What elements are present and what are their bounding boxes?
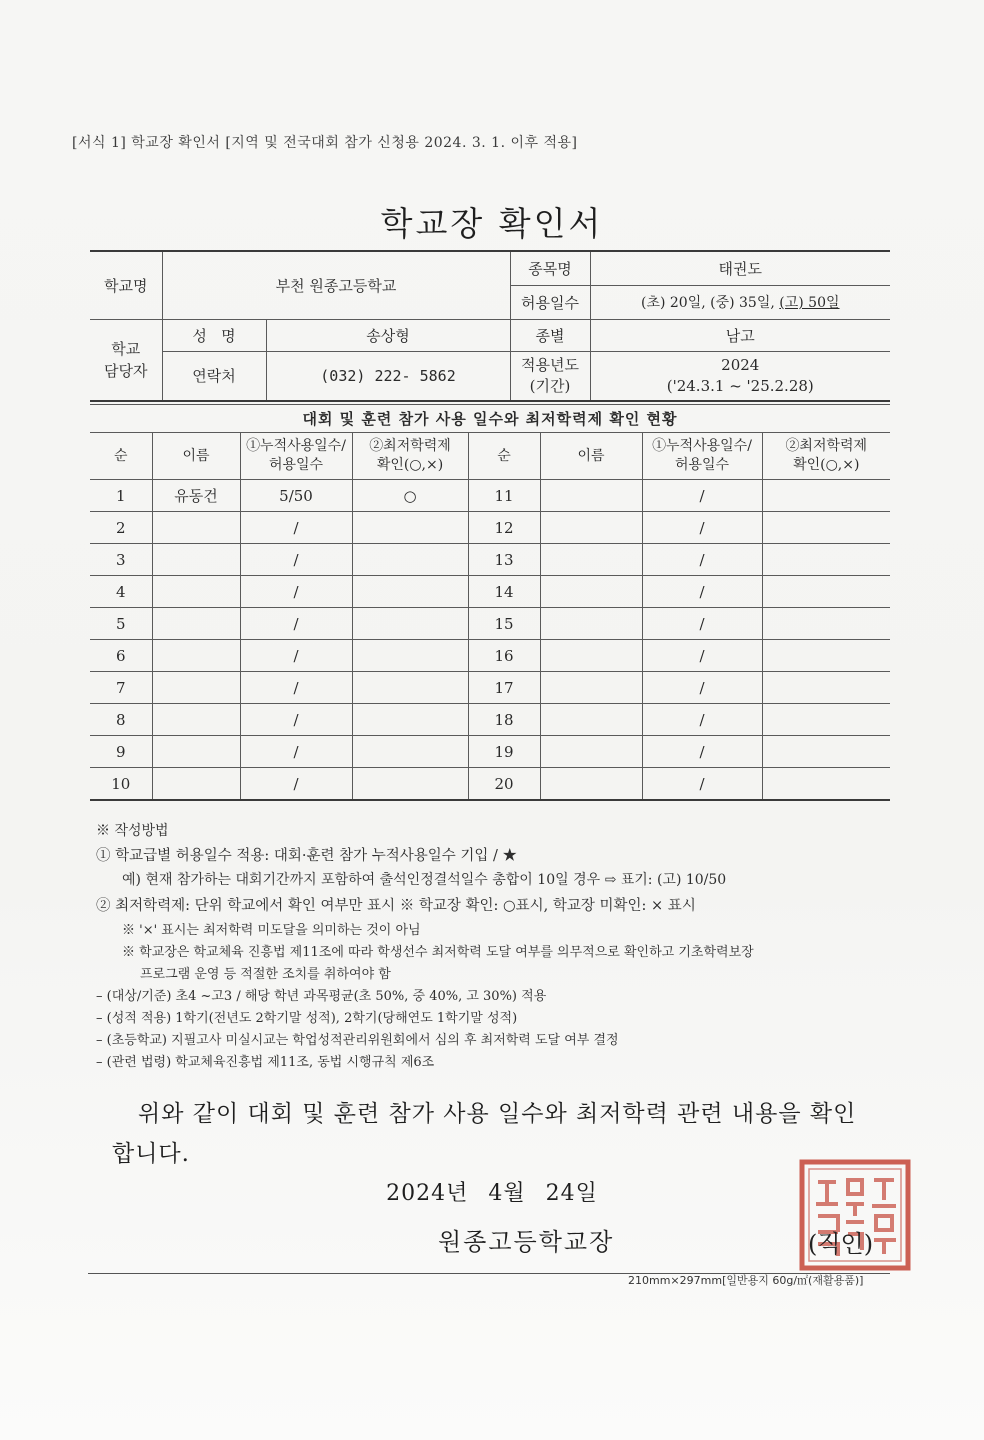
sport-label: 종목명 xyxy=(510,251,590,285)
allowed-days-value xyxy=(590,285,890,319)
row-name-2 xyxy=(540,704,642,736)
row-num-2: 11 xyxy=(468,480,540,512)
row-check xyxy=(352,512,468,544)
school-value: 부천 원종고등학교 xyxy=(162,251,510,319)
header-days-line2: 허용일수 xyxy=(268,457,324,473)
row-num: 10 xyxy=(90,768,152,801)
row-check xyxy=(352,544,468,576)
year-label-line1: 적용년도 xyxy=(521,355,579,374)
row-name-2 xyxy=(540,736,642,768)
row-days-2: / xyxy=(642,544,762,576)
row-check xyxy=(352,736,468,768)
note-1-example: 예) 현재 참가하는 대회기간까지 포함하여 출석인정결석일수 총합이 10일 경우 ⇨ 표기: (고) 10/50 xyxy=(122,872,727,888)
category-value: 남고 xyxy=(590,319,890,351)
row-days: / xyxy=(240,576,352,608)
sport-value: 태권도 xyxy=(590,251,890,285)
header-check-2 xyxy=(762,433,890,480)
note-1: ① 학교급별 허용일수 적용: 대회·훈련 참가 누적사용일수 기입 / ★ xyxy=(96,848,518,864)
row-days: / xyxy=(240,768,352,801)
row-name xyxy=(152,576,240,608)
row-days: / xyxy=(240,512,352,544)
header-days-2-line1: ①누적사용일수/ xyxy=(652,438,752,454)
table-row xyxy=(90,608,890,640)
table-row xyxy=(90,544,890,576)
row-name-2 xyxy=(540,608,642,640)
row-check-2 xyxy=(762,672,890,704)
header-days-2-line2: 허용일수 xyxy=(674,457,730,473)
row-name: 유동건 xyxy=(152,480,240,512)
row-check-2 xyxy=(762,480,890,512)
row-num: 5 xyxy=(90,608,152,640)
row-days-2: / xyxy=(642,768,762,801)
table-row xyxy=(90,672,890,704)
row-days-2: / xyxy=(642,576,762,608)
table-row xyxy=(90,704,890,736)
row-days: / xyxy=(240,640,352,672)
row-days-2: / xyxy=(642,640,762,672)
row-name xyxy=(152,544,240,576)
row-name xyxy=(152,704,240,736)
row-name xyxy=(152,672,240,704)
header-num-2: 순 xyxy=(468,433,540,480)
row-days: 5/50 xyxy=(240,480,352,512)
contact-value: (032) 222- 5862 xyxy=(266,351,510,401)
row-num: 6 xyxy=(90,640,152,672)
row-days: / xyxy=(240,544,352,576)
staff-label-line1: 학교 xyxy=(111,339,141,358)
header-num: 순 xyxy=(90,433,152,480)
table-row xyxy=(90,480,890,512)
row-num: 3 xyxy=(90,544,152,576)
header-name-2: 이름 xyxy=(540,433,642,480)
table-row xyxy=(90,576,890,608)
row-check-2 xyxy=(762,704,890,736)
seal-label: (직인) xyxy=(808,1230,874,1258)
header-days-2 xyxy=(642,433,762,480)
row-num-2: 17 xyxy=(468,672,540,704)
info-table xyxy=(90,250,890,402)
row-days-2: / xyxy=(642,512,762,544)
date-day: 24일 xyxy=(545,1181,598,1206)
row-check-2 xyxy=(762,768,890,801)
row-num-2: 18 xyxy=(468,704,540,736)
row-num-2: 14 xyxy=(468,576,540,608)
row-num: 9 xyxy=(90,736,152,768)
note-elementary: – (초등학교) 지필고사 미실시교는 학업성적관리위원회에서 심의 후 최저학력 도달 여부 결정 xyxy=(96,1033,619,1048)
row-name-2 xyxy=(540,544,642,576)
allowed-days-highschool: (고) 50일 xyxy=(779,295,840,311)
row-num: 8 xyxy=(90,704,152,736)
confirmation-line2: 합니다. xyxy=(112,1141,190,1167)
row-check: ○ xyxy=(352,480,468,512)
note-2: ② 최저학력제: 단위 학교에서 확인 여부만 표시 ※ 학교장 확인: ○표시, 학교장 미확인: × 표시 xyxy=(96,898,696,914)
note-grade: – (성적 적용) 1학기(전년도 2학기말 성적), 2학기(당해연도 1학기말 성적) xyxy=(96,1011,518,1026)
row-num-2: 19 xyxy=(468,736,540,768)
row-check-2 xyxy=(762,576,890,608)
row-num-2: 15 xyxy=(468,608,540,640)
notes-heading: ※ 작성방법 xyxy=(96,823,169,839)
note-2-b2: 프로그램 운영 등 적절한 조치를 취하여야 함 xyxy=(140,967,391,982)
year-value-year: 2024 xyxy=(721,355,760,374)
year-value-period: ('24.3.1 ~ '25.2.28) xyxy=(666,376,814,395)
table-row xyxy=(90,736,890,768)
row-days-2: / xyxy=(642,704,762,736)
note-target: – (대상/기준) 초4 ~고3 / 해당 학년 과목평균(초 50%, 중 40%, 고 30%) 적용 xyxy=(96,989,547,1004)
table-row xyxy=(90,512,890,544)
year-value xyxy=(590,351,890,401)
header-check-line2: 확인(○,×) xyxy=(376,457,444,473)
row-check xyxy=(352,768,468,801)
row-check-2 xyxy=(762,736,890,768)
row-name-2 xyxy=(540,480,642,512)
header-check-2-line1: ②최저학력제 xyxy=(785,438,868,454)
row-days-2: / xyxy=(642,608,762,640)
row-days: / xyxy=(240,736,352,768)
year-label-line2: (기간) xyxy=(529,376,571,395)
table-row xyxy=(90,768,890,801)
allowed-days-label: 허용일수 xyxy=(510,285,590,319)
document-title: 학교장 확인서 xyxy=(380,204,604,243)
row-num: 4 xyxy=(90,576,152,608)
form-label: [서식 1] 학교장 확인서 [지역 및 전국대회 참가 신청용 2024. 3. 1. 이후 적용] xyxy=(72,135,578,151)
staff-label xyxy=(90,319,162,401)
header-check-line1: ②최저학력제 xyxy=(369,438,451,454)
name-value: 송상형 xyxy=(266,319,510,351)
row-name xyxy=(152,608,240,640)
row-num: 2 xyxy=(90,512,152,544)
row-name-2 xyxy=(540,512,642,544)
row-days: / xyxy=(240,672,352,704)
row-check-2 xyxy=(762,544,890,576)
header-check-2-line2: 확인(○,×) xyxy=(793,457,860,473)
row-check xyxy=(352,672,468,704)
instructions xyxy=(96,820,916,1073)
row-num-2: 16 xyxy=(468,640,540,672)
staff-label-line2: 담당자 xyxy=(104,361,148,380)
row-check-2 xyxy=(762,640,890,672)
row-name-2 xyxy=(540,576,642,608)
row-name-2 xyxy=(540,672,642,704)
row-num: 1 xyxy=(90,480,152,512)
row-check-2 xyxy=(762,512,890,544)
principal-title: 원종고등학교장 xyxy=(438,1228,615,1256)
row-num-2: 12 xyxy=(468,512,540,544)
row-name xyxy=(152,640,240,672)
confirmation-statement xyxy=(112,1094,902,1174)
table-row xyxy=(90,640,890,672)
note-2-a: ※ '×' 표시는 최저학력 미도달을 의미하는 것이 아님 xyxy=(122,923,421,938)
year-label xyxy=(510,351,590,401)
note-law: – (관련 법령) 학교체육진흥법 제11조, 동법 시행규칙 제6조 xyxy=(96,1055,435,1070)
row-days-2: / xyxy=(642,480,762,512)
row-days-2: / xyxy=(642,736,762,768)
header-check xyxy=(352,433,468,480)
row-num-2: 13 xyxy=(468,544,540,576)
category-label: 종별 xyxy=(510,319,590,351)
row-name xyxy=(152,512,240,544)
name-label: 성 명 xyxy=(162,319,266,351)
header-name: 이름 xyxy=(152,433,240,480)
row-num-2: 20 xyxy=(468,768,540,801)
paper-spec: 210mm×297mm[일반용지 60g/㎡(재활용품)] xyxy=(628,1274,864,1287)
row-name xyxy=(152,736,240,768)
row-name xyxy=(152,768,240,801)
row-check xyxy=(352,576,468,608)
status-table xyxy=(90,404,890,801)
row-name-2 xyxy=(540,640,642,672)
row-days: / xyxy=(240,704,352,736)
confirmation-line1: 위와 같이 대회 및 훈련 참가 사용 일수와 최저학력 관련 내용을 확인 xyxy=(138,1101,857,1127)
header-days xyxy=(240,433,352,480)
row-days: / xyxy=(240,608,352,640)
row-check xyxy=(352,640,468,672)
allowed-days-text: (초) 20일, (중) 35일, xyxy=(640,295,780,311)
row-days-2: / xyxy=(642,672,762,704)
row-check xyxy=(352,704,468,736)
row-check xyxy=(352,608,468,640)
status-title: 대회 및 훈련 참가 사용 일수와 최저학력제 확인 현황 xyxy=(90,405,890,433)
row-name-2 xyxy=(540,768,642,801)
date-month: 4월 xyxy=(488,1181,526,1206)
school-label: 학교명 xyxy=(90,251,162,319)
date-year: 2024년 xyxy=(386,1181,469,1206)
header-days-line1: ①누적사용일수/ xyxy=(246,438,346,454)
row-num: 7 xyxy=(90,672,152,704)
contact-label: 연락처 xyxy=(162,351,266,401)
row-check-2 xyxy=(762,608,890,640)
note-2-b: ※ 학교장은 학교체육 진흥법 제11조에 따라 학생선수 최저학력 도달 여부를 의무적으로 확인하고 기초학력보장 xyxy=(122,945,754,960)
